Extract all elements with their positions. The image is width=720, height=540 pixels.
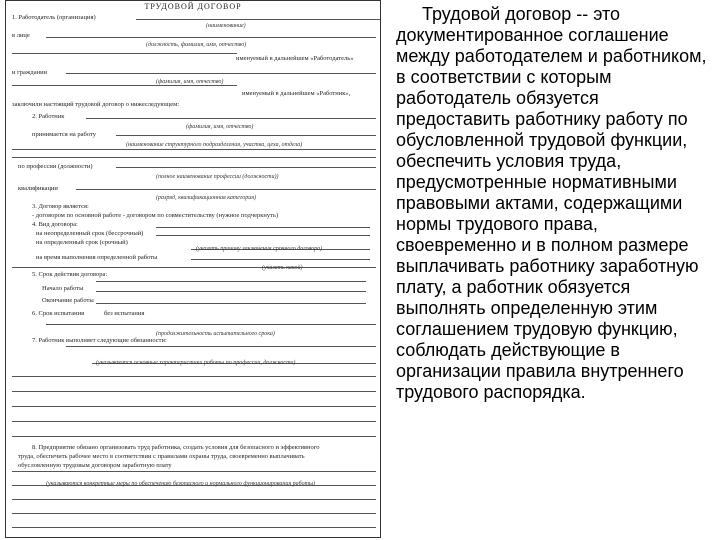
form-row-text: квалификации bbox=[18, 185, 58, 192]
form-rule-line bbox=[12, 149, 376, 150]
form-row-text: (наименование) bbox=[206, 23, 246, 29]
form-row-text: обусловленную трудовым договором заработную плату bbox=[18, 462, 172, 469]
form-rule-line bbox=[12, 391, 376, 392]
form-row-text: (должность, фамилия, имя, отчество) bbox=[146, 42, 247, 48]
form-row-text: по профессии (должности) bbox=[18, 163, 93, 170]
form-row-text: именуемый в дальнейшем «Работодатель» bbox=[236, 55, 354, 62]
form-row-text: именуемый в дальнейшем «Работник», bbox=[242, 90, 351, 97]
form-row-text: заключили настоящий трудовой договор о нижеследующем: bbox=[12, 101, 180, 108]
form-row-text: на неопределенный срок (бессрочный) bbox=[36, 230, 144, 237]
form-rule-line bbox=[12, 53, 237, 54]
form-row-text: (указываются конкретные меры по обеспечению безопасного и нормального функционирования работы) bbox=[46, 481, 316, 487]
form-row-text: без испытания bbox=[104, 310, 145, 317]
form-rule-line bbox=[12, 421, 376, 422]
form-row-text: Начало работы bbox=[42, 285, 84, 292]
form-rule-line bbox=[156, 227, 370, 228]
form-rule-line bbox=[12, 406, 376, 407]
form-row-text: 3. Договор является: bbox=[32, 203, 89, 210]
form-rule-line bbox=[12, 267, 376, 268]
contract-form-image bbox=[5, 0, 381, 538]
form-rule-line bbox=[12, 527, 376, 528]
form-row-text: на определенный срок (срочный) bbox=[36, 239, 128, 246]
form-rule-line bbox=[66, 73, 376, 74]
form-row-text: (наименование структурного подразделения, участка, цеха, отдела) bbox=[126, 142, 303, 148]
form-rule-line bbox=[12, 513, 376, 514]
form-rule-line bbox=[12, 499, 376, 500]
form-rule-line bbox=[96, 303, 366, 304]
form-row-text: (полное наименование профессии (должности)) bbox=[156, 174, 279, 180]
form-row-text: и гражданин bbox=[12, 69, 48, 76]
form-row-text: на время выполнения определенной работы bbox=[36, 254, 158, 261]
form-row-text: Окончание работы bbox=[42, 297, 94, 304]
form-row-text: (указать какой) bbox=[262, 265, 303, 271]
form-rule-line bbox=[12, 157, 376, 158]
form-row-text: в лице bbox=[12, 32, 30, 39]
form-row-text: (продолжительность испытательного срока) bbox=[156, 331, 275, 337]
form-row-text: 6. Срок испытания bbox=[32, 310, 85, 317]
form-row-text: (указать причину заключения срочного договора) bbox=[196, 246, 323, 252]
form-row-text: 2. Работник bbox=[32, 113, 65, 120]
form-row-text: (указываются основные характеристики работы по профессии, должности) bbox=[96, 360, 296, 366]
form-rule-line bbox=[46, 324, 376, 325]
form-row-text: 8. Предприятие обязано организовать труд работника, создать условия для безопасного и эффективного bbox=[32, 444, 320, 451]
form-row-text: принимается на работу bbox=[32, 131, 97, 138]
form-rule-line bbox=[116, 135, 376, 136]
form-rule-line bbox=[86, 118, 376, 119]
form-rule-line bbox=[96, 281, 366, 282]
form-row-text: труда, обеспечить рабочее место в соответствии с правилами охраны труда, своевременно выплачивать bbox=[18, 453, 305, 460]
definition-text: Трудовой договор -- это документированное соглашение между работодателем и работником, в соответствии с которым работодатель обязуется предоставить работнику работу по обусловленной трудовой функции, обеспечить условия труда, предусмотренные нормативными правовыми актами, содержащими нормы трудового права, своевременно и в полном размере выплачивать работнику заработную плату, а работник обязуется выполнять определенную этим соглашением трудовую функцию, соблюдать действующие в организации правила внутреннего трудового распорядка. bbox=[396, 4, 707, 402]
form-rule-line bbox=[12, 471, 376, 472]
form-row-text: 4. Вид договора: bbox=[32, 221, 78, 228]
form-rule-line bbox=[156, 235, 370, 236]
form-title: ТРУДОВОЙ ДОГОВОР bbox=[144, 2, 242, 11]
definition-paragraph bbox=[396, 4, 716, 403]
form-row-text: - договором по основной работе - договором по совместительству (нужное подчеркнуть) bbox=[32, 212, 279, 219]
form-rule-line bbox=[66, 346, 376, 347]
form-rule-line bbox=[46, 37, 376, 38]
form-rule-line bbox=[96, 291, 366, 292]
form-rule-line bbox=[191, 259, 370, 260]
form-row-text: 5. Срок действия договора: bbox=[32, 271, 108, 278]
form-row-text: (разряд, квалификационная категория) bbox=[156, 195, 257, 201]
form-row-text: (фамилия, имя, отчество) bbox=[186, 124, 254, 130]
form-rule-line bbox=[12, 436, 376, 437]
form-row-text: (фамилия, имя, отчество) bbox=[156, 79, 224, 85]
form-row-text: 7. Работник выполняет следующие обязанности: bbox=[32, 337, 167, 344]
form-rule-line bbox=[76, 189, 376, 190]
form-rule-line bbox=[12, 376, 376, 377]
form-row-text: 1. Работодатель (организация) bbox=[12, 14, 96, 21]
form-rule-line bbox=[136, 19, 381, 20]
form-rule-line bbox=[116, 167, 376, 168]
